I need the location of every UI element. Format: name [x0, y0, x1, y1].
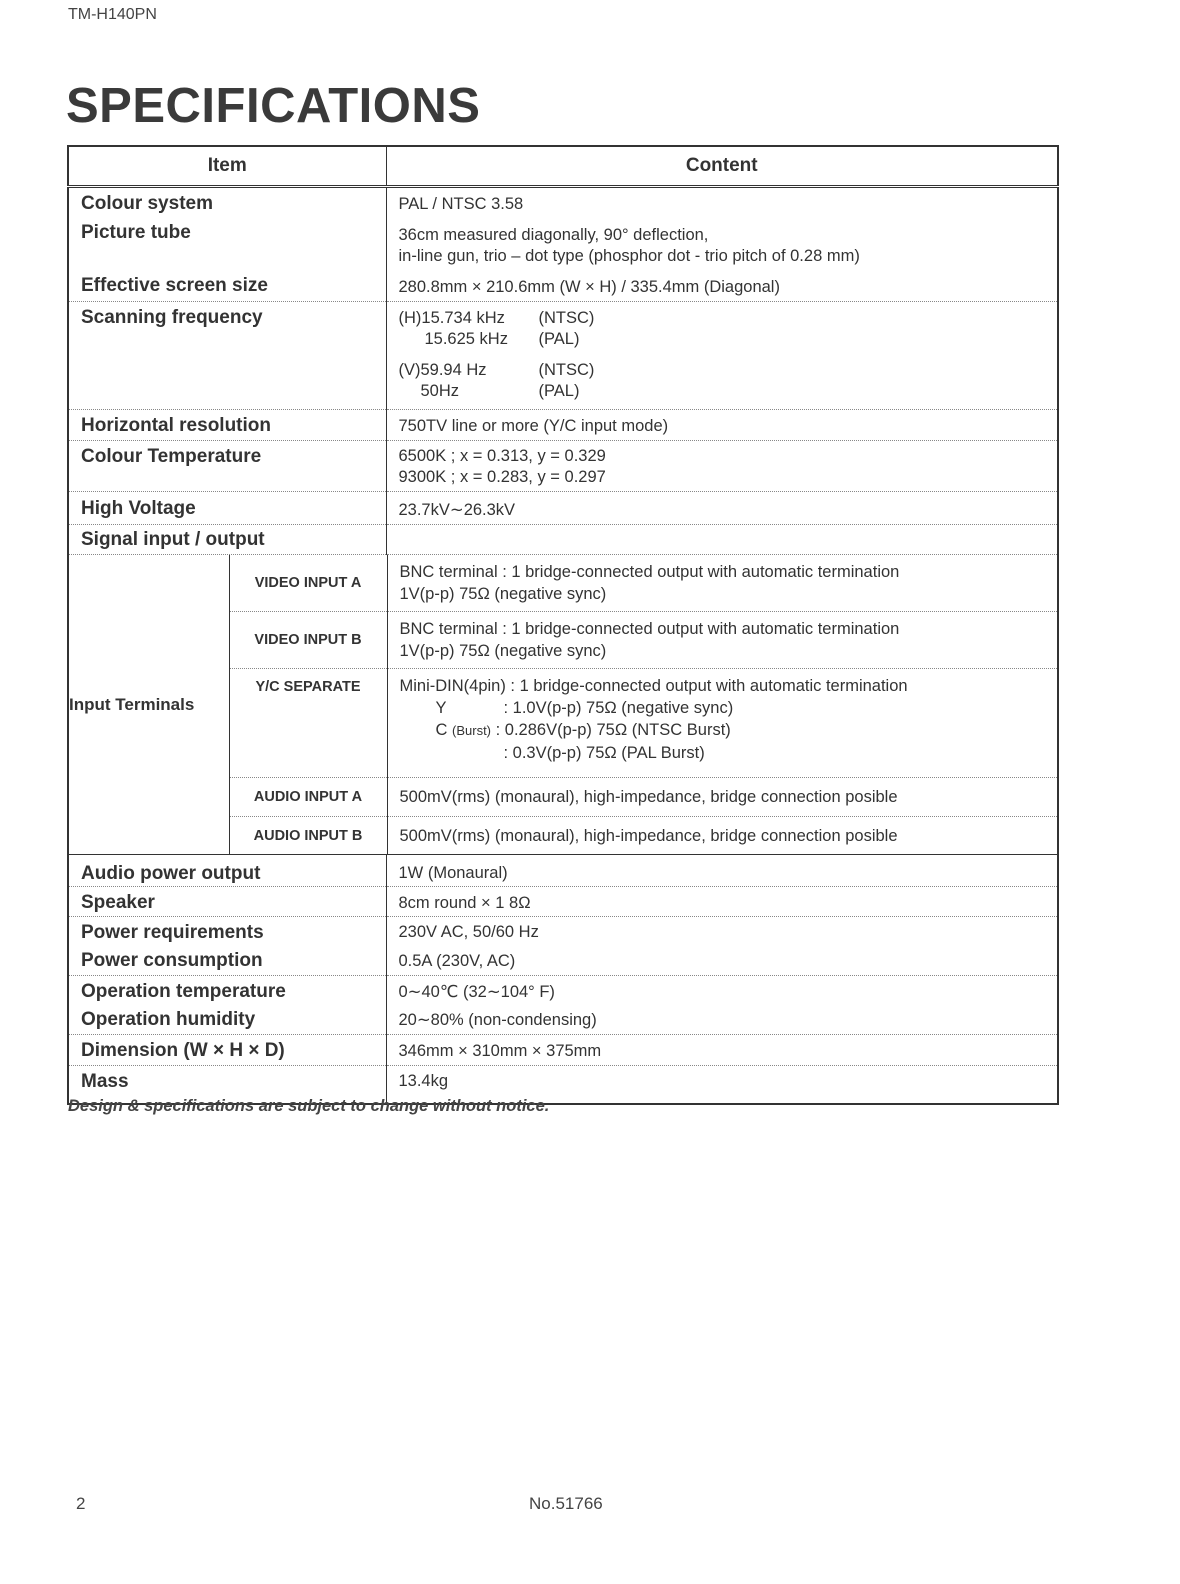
value-speaker: 8cm round × 1 8Ω	[398, 894, 531, 912]
label-speaker: Speaker	[81, 892, 155, 913]
table-row-horizontal-resolution	[68, 410, 1058, 441]
value-picture-tube-2: in-line gun, trio – dot type (phosphor dot - trio pitch of 0.28 mm)	[398, 247, 860, 265]
label-colour-system: Colour system	[81, 193, 213, 214]
table-row-colour-temperature	[68, 441, 1058, 492]
label-power-consumption: Power consumption	[81, 950, 263, 971]
table-row-input-terminals	[68, 555, 1058, 855]
input-row-video-a	[69, 555, 1059, 612]
label-signal-io: Signal input / output	[81, 529, 265, 550]
value-colour-temperature-1: 6500K ; x = 0.313, y = 0.329	[398, 447, 606, 465]
table-row-audio-power	[68, 855, 1058, 887]
header-content: Content	[386, 146, 1058, 187]
label-effective-screen: Effective screen size	[81, 275, 268, 296]
value-scan-h1: (H)15.734 kHz (NTSC)	[398, 309, 595, 327]
value-video-b-1: BNC terminal : 1 bridge-connected output with automatic termination	[399, 620, 900, 638]
value-colour-system: PAL / NTSC 3.58	[398, 195, 524, 213]
value-picture-tube-1: 36cm measured diagonally, 90° deflection,	[398, 226, 709, 244]
disclaimer-note: Design & specifications are subject to change without notice.	[68, 1097, 550, 1115]
value-yc-1: Mini-DIN(4pin) : 1 bridge-connected output with automatic termination	[399, 677, 908, 695]
table-row-high-voltage	[68, 492, 1058, 525]
table-row-operation-humidity	[68, 1005, 1058, 1035]
label-operation-temperature: Operation temperature	[81, 981, 286, 1002]
value-video-a-2: 1V(p-p) 75Ω (negative sync)	[399, 585, 607, 603]
value-mass: 13.4kg	[398, 1072, 449, 1090]
value-audio-b: 500mV(rms) (monaural), high-impedance, bridge connection posible	[399, 826, 898, 845]
value-high-voltage: 23.7kV∼26.3kV	[398, 501, 516, 519]
table-row-operation-temperature	[68, 976, 1058, 1006]
label-audio-power: Audio power output	[81, 863, 261, 884]
label-dimension: Dimension (W × H × D)	[81, 1040, 285, 1061]
model-number: TM-H140PN	[68, 6, 157, 23]
table-row-power-consumption	[68, 946, 1058, 976]
page-number: 2	[76, 1494, 86, 1513]
page-title: SPECIFICATIONS	[66, 79, 481, 133]
table-row-colour-system	[68, 187, 1058, 221]
value-yc-y: Y : 1.0V(p-p) 75Ω (negative sync)	[435, 699, 734, 717]
label-high-voltage: High Voltage	[81, 498, 196, 519]
value-yc-c: C (Burst) : 0.286V(p-p) 75Ω (NTSC Burst)	[435, 721, 731, 739]
label-picture-tube: Picture tube	[81, 222, 191, 243]
value-operation-temperature: 0∼40℃ (32∼104° F)	[398, 983, 555, 1001]
label-colour-temperature: Colour Temperature	[81, 446, 262, 467]
value-dimension: 346mm × 310mm × 375mm	[398, 1042, 602, 1060]
table-header-row	[68, 146, 1058, 187]
value-power-requirements: 230V AC, 50/60 Hz	[398, 923, 539, 941]
value-scan-h2: 15.625 kHz (PAL)	[424, 330, 580, 348]
label-operation-humidity: Operation humidity	[81, 1009, 256, 1030]
table-row-power-requirements	[68, 917, 1058, 947]
value-scan-v1: (V)59.94 Hz (NTSC)	[398, 361, 595, 379]
label-mass: Mass	[81, 1071, 129, 1092]
value-yc-c2: : 0.3V(p-p) 75Ω (PAL Burst)	[503, 744, 705, 762]
value-audio-a: 500mV(rms) (monaural), high-impedance, bridge connection posible	[399, 788, 898, 806]
label-video-input-a: VIDEO INPUT A	[229, 555, 387, 612]
document-number: No.51766	[529, 1494, 603, 1513]
table-row-picture-tube	[68, 220, 1058, 273]
table-row-scanning-frequency	[68, 302, 1058, 410]
input-terminals-subtable	[69, 555, 1059, 854]
value-video-a-1: BNC terminal : 1 bridge-connected output with automatic termination	[399, 563, 900, 581]
table-row-speaker	[68, 887, 1058, 917]
table-row-effective-screen	[68, 273, 1058, 302]
value-effective-screen: 280.8mm × 210.6mm (W × H) / 335.4mm (Diagonal)	[398, 278, 780, 296]
label-audio-input-b: AUDIO INPUT B	[229, 817, 387, 855]
label-horizontal-resolution: Horizontal resolution	[81, 415, 271, 436]
value-audio-power: 1W (Monaural)	[398, 864, 508, 882]
specifications-table	[67, 145, 1059, 1105]
label-yc-separate: Y/C SEPARATE	[229, 669, 387, 778]
value-video-b-2: 1V(p-p) 75Ω (negative sync)	[399, 642, 607, 660]
label-power-requirements: Power requirements	[81, 922, 264, 943]
value-colour-temperature-2: 9300K ; x = 0.283, y = 0.297	[398, 468, 606, 486]
label-scanning-frequency: Scanning frequency	[81, 307, 263, 328]
table-row-signal-io	[68, 525, 1058, 555]
label-video-input-b: VIDEO INPUT B	[229, 612, 387, 669]
header-item: Item	[68, 146, 386, 187]
value-scan-v2: 50Hz (PAL)	[420, 382, 580, 400]
value-horizontal-resolution: 750TV line or more (Y/C input mode)	[398, 417, 669, 435]
value-operation-humidity: 20∼80% (non-condensing)	[398, 1011, 597, 1029]
table-row-dimension	[68, 1035, 1058, 1066]
label-input-terminals: Input Terminals	[69, 555, 229, 854]
label-audio-input-a: AUDIO INPUT A	[229, 778, 387, 817]
value-power-consumption: 0.5A (230V, AC)	[398, 952, 516, 970]
